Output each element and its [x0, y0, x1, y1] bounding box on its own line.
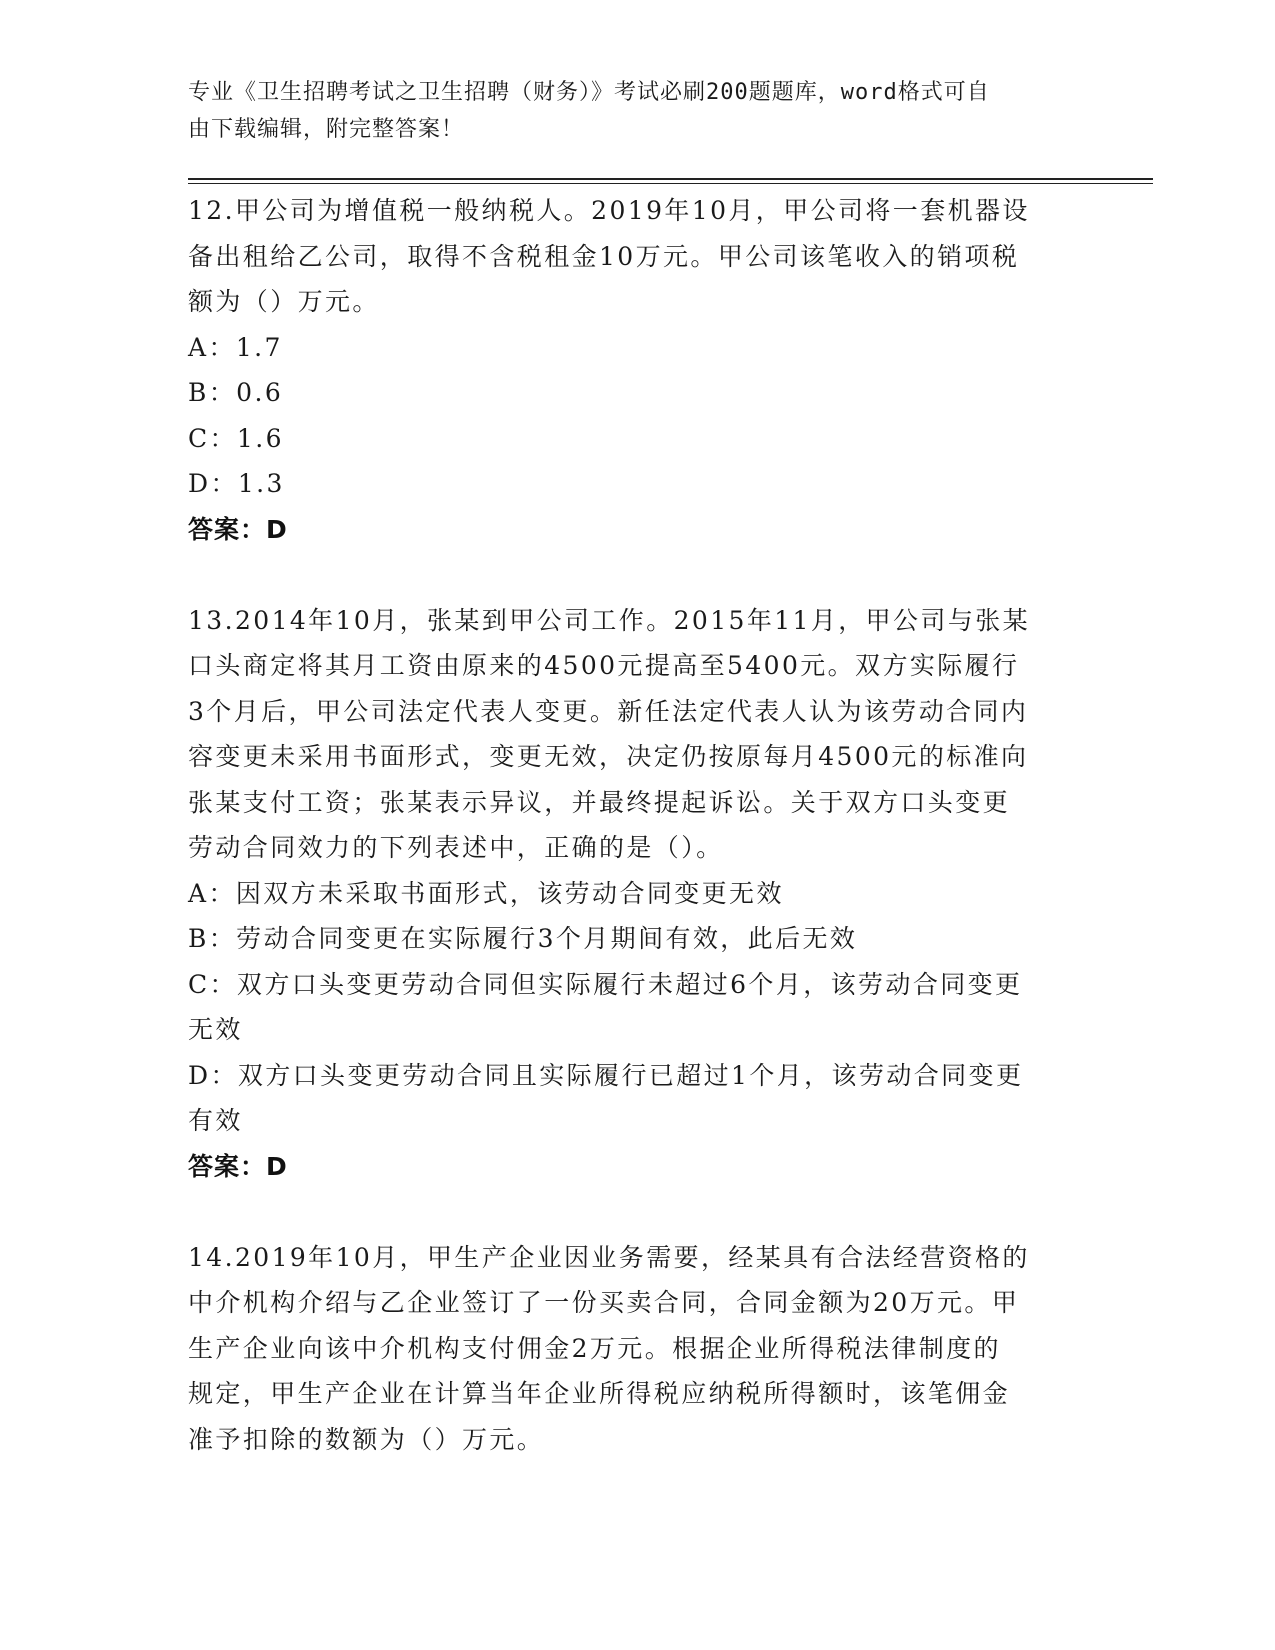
question-text-line: 张某支付工资；张某表示异议，并最终提起诉讼。关于双方口头变更 [188, 787, 1011, 817]
option-b: B：劳动合同变更在实际履行3个月期间有效，此后无效 [188, 924, 858, 953]
question-text-line: 13.2014年10月，张某到甲公司工作。2015年11月，甲公司与张某 [188, 605, 1031, 635]
question-text-line: 中介机构介绍与乙企业签订了一份买卖合同，合同金额为20万元。甲 [188, 1288, 1020, 1317]
question-list [188, 188, 1068, 1462]
question-text-line: 规定，甲生产企业在计算当年企业所得税应纳税所得额时，该笔佣金 [188, 1379, 1011, 1408]
question-spacer [188, 552, 1068, 598]
question-text-line: 容变更未采用书面形式，变更无效，决定仍按原每月4500元的标准向 [188, 742, 1029, 771]
option-d-continued: 有效 [188, 1106, 243, 1135]
question-text-line: 口头商定将其月工资由原来的4500元提高至5400元。双方实际履行 [188, 651, 1020, 680]
document-page [188, 0, 1148, 1650]
question-text-line: 12.甲公司为增值税一般纳税人。2019年10月，甲公司将一套机器设 [188, 196, 1030, 225]
question-spacer [188, 1189, 1068, 1235]
question-text-line: 生产企业向该中介机构支付佣金2万元。根据企业所得税法律制度的 [188, 1333, 1001, 1363]
option-a: A：因双方未采取书面形式，该劳动合同变更无效 [188, 878, 784, 908]
question-text-line: 准予扣除的数额为（）万元。 [188, 1424, 545, 1454]
header-divider-thin [188, 183, 1153, 184]
option-d: D：双方口头变更劳动合同且实际履行已超过1个月，该劳动合同变更 [188, 1060, 1024, 1090]
answer-label: 答案：D [188, 514, 288, 544]
question-12 [188, 188, 1068, 552]
header-line-2: 由下载编辑，附完整答案！ [188, 117, 465, 142]
question-text-line: 劳动合同效力的下列表述中，正确的是（）。 [188, 833, 724, 862]
header-divider-thick [188, 178, 1153, 180]
option-c: C：双方口头变更劳动合同但实际履行未超过6个月，该劳动合同变更 [188, 969, 1023, 999]
option-a: A：1.7 [188, 332, 283, 362]
answer-label: 答案：D [188, 1151, 288, 1181]
option-c-continued: 无效 [188, 1015, 243, 1044]
header-line-1: 专业《卫生招聘考试之卫生招聘（财务）》考试必刷200题题库，word格式可自 [188, 80, 990, 105]
question-text-line: 3个月后，甲公司法定代表人变更。新任法定代表人认为该劳动合同内 [188, 696, 1029, 726]
document-header [188, 74, 1068, 148]
question-text-line: 14.2019年10月，甲生产企业因业务需要，经某具有合法经营资格的 [188, 1242, 1030, 1272]
question-text-line: 备出租给乙公司，取得不含税租金10万元。甲公司该笔收入的销项税 [188, 241, 1020, 271]
question-14 [188, 1235, 1068, 1463]
option-c: C：1.6 [188, 423, 284, 453]
option-d: D：1.3 [188, 469, 285, 498]
question-text-line: 额为（）万元。 [188, 287, 380, 316]
question-13 [188, 598, 1068, 1190]
option-b: B：0.6 [188, 378, 284, 407]
